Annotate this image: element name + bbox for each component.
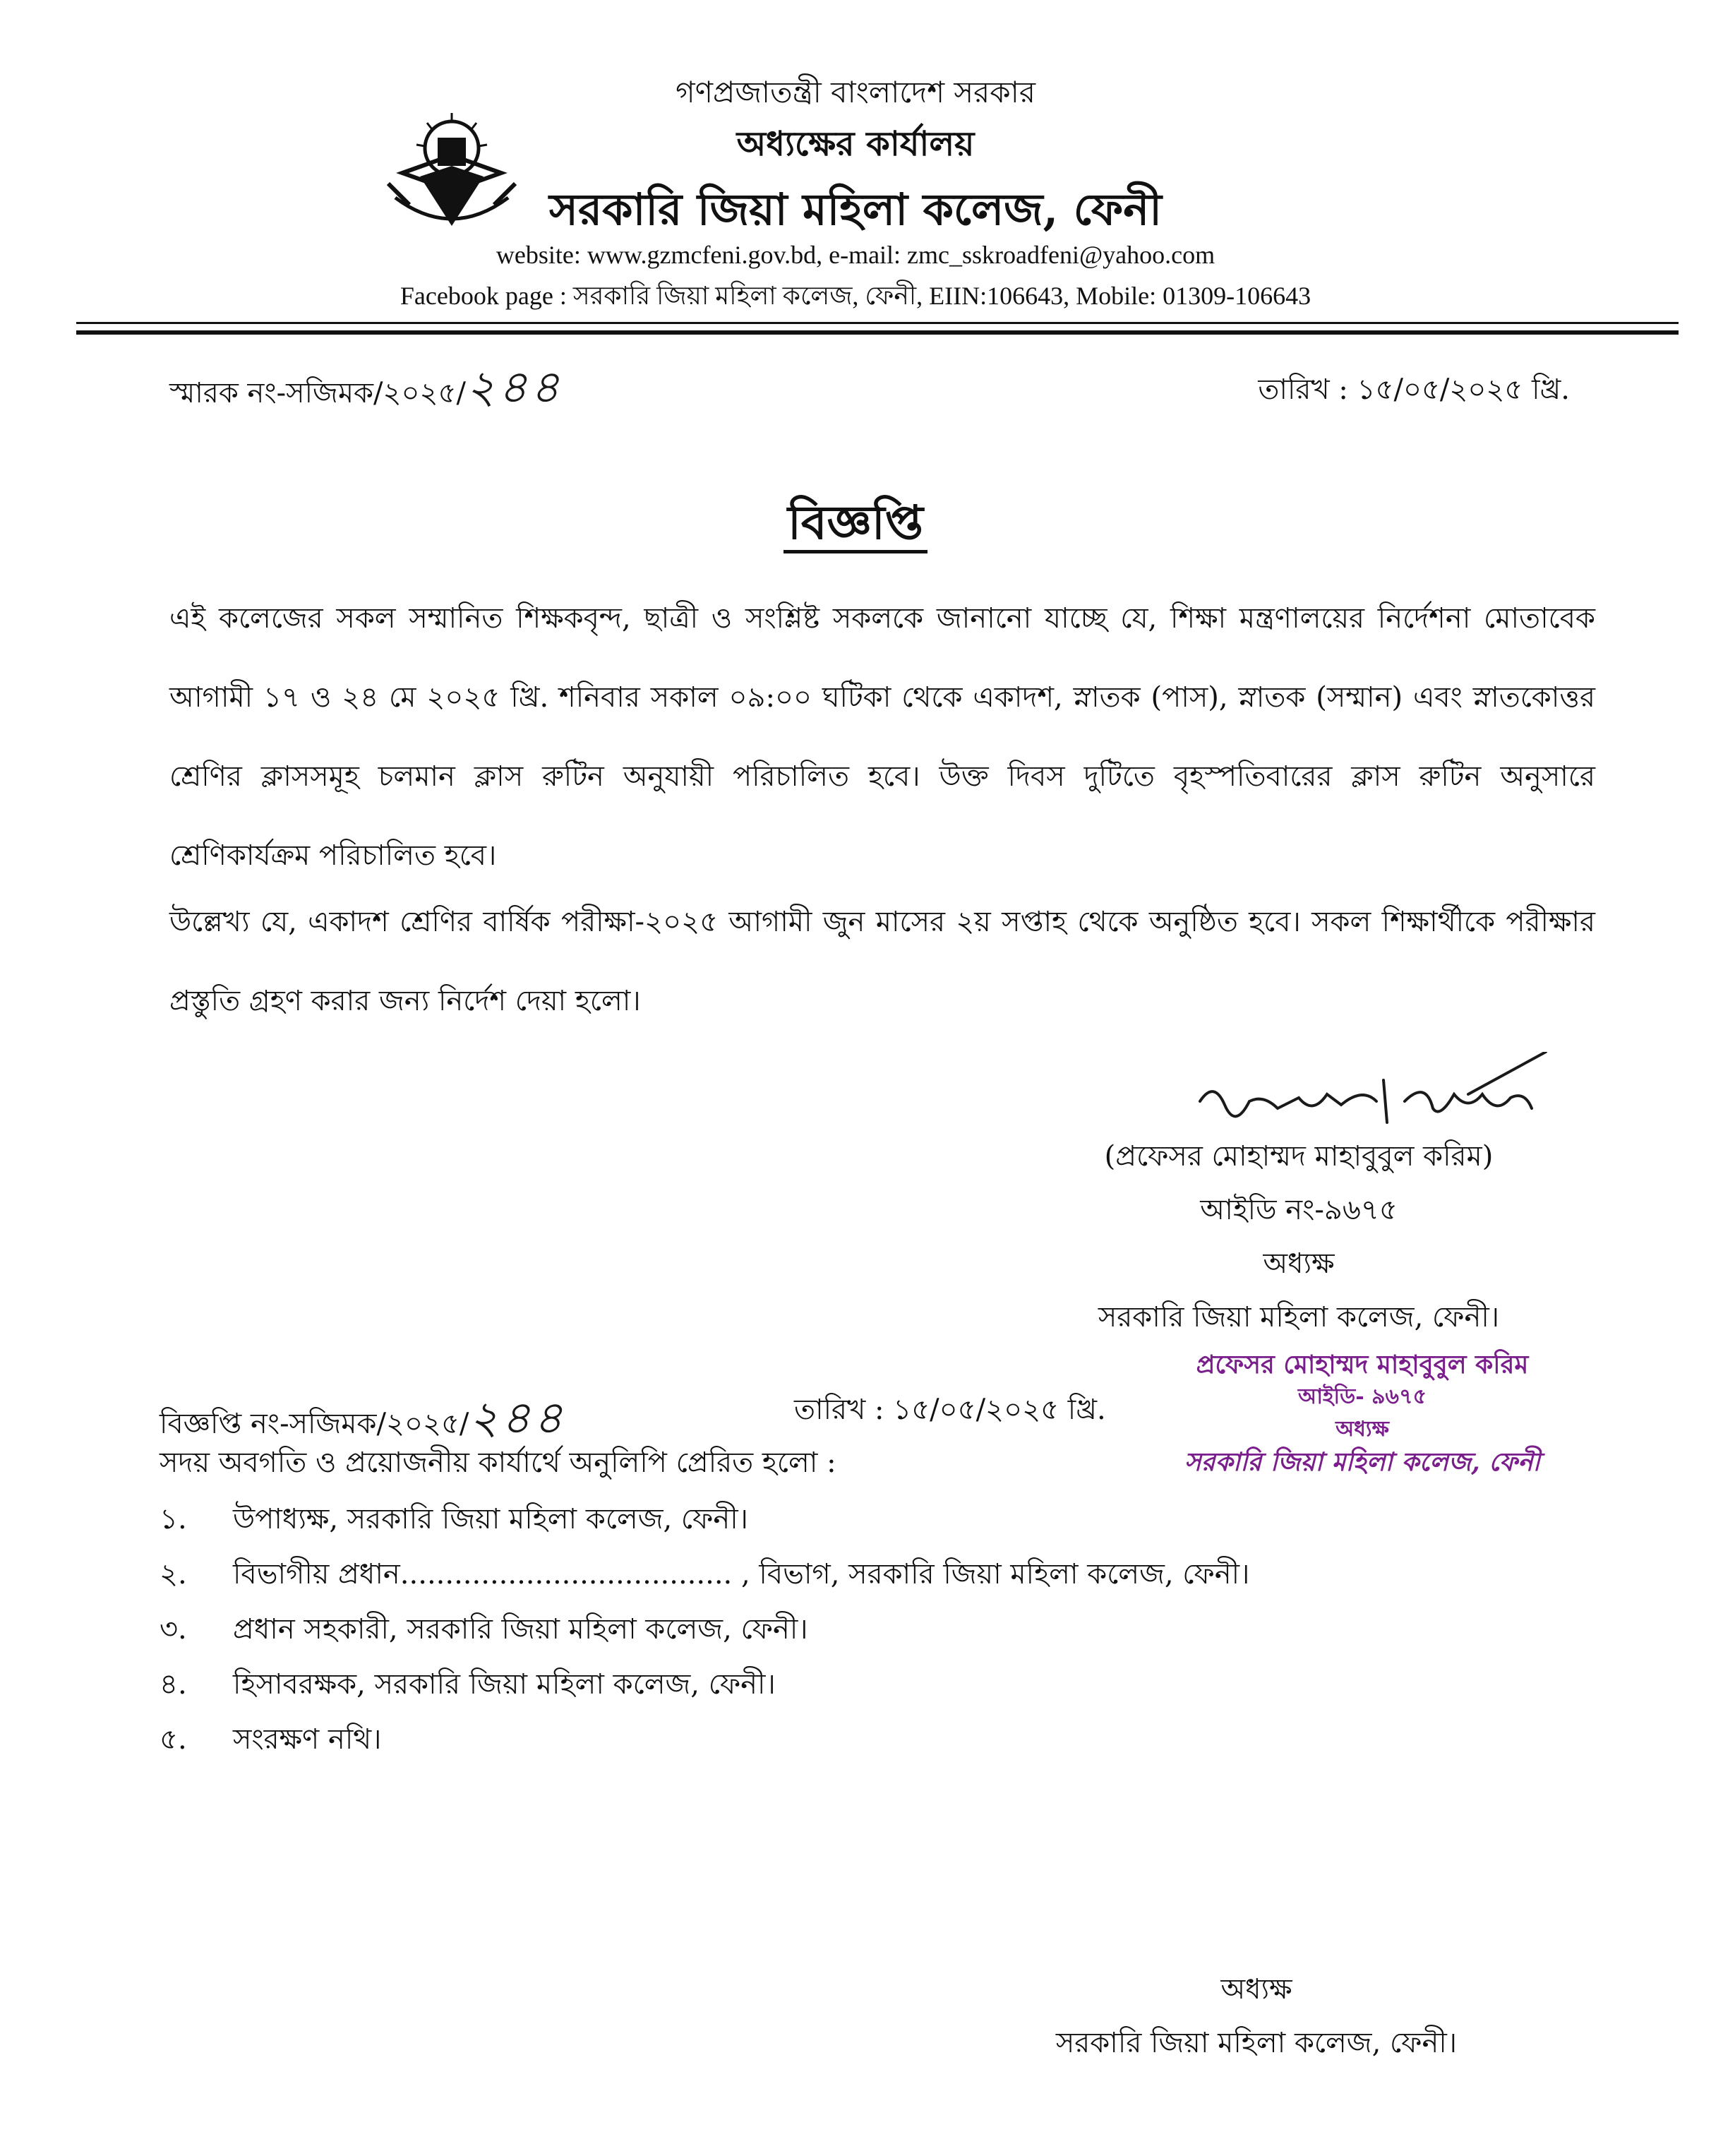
- copy-intro: সদয় অবগতি ও প্রয়োজনীয় কার্যার্থে অনুলিপি প্রেরিত হলো :: [160, 1447, 836, 1479]
- copy-number: ৫.: [160, 1723, 187, 1756]
- notice-handwritten-number: ২৪৪: [469, 1392, 566, 1444]
- copy-number: ১.: [160, 1503, 187, 1535]
- signatory-institution: সরকারি জিয়া মহিলা কলেজ, ফেনী।: [1098, 1301, 1500, 1334]
- copy-recipient: হিসাবরক্ষক, সরকারি জিয়া মহিলা কলেজ, ফেনী।: [233, 1668, 776, 1701]
- memo-handwritten-number: ২৪৪: [465, 361, 563, 414]
- header-divider-top: [76, 322, 1679, 324]
- office-name: অধ্যক্ষের কার্যালয়: [736, 124, 975, 164]
- copy-number: ৪.: [160, 1668, 187, 1701]
- body-paragraph-2: উল্লেখ্য যে, একাদশ শ্রেণির বার্ষিক পরীক্ষা-২০২৫ আগামী জুন মাসের ২য় সপ্তাহ থেকে অনুষ্ঠিত হবে। সকল শিক্ষার্থীকে পরীক্ষার প্রস্তুতি গ্রহণ করার জন্য নির্দেশ দেয়া হলো।: [169, 906, 1595, 1017]
- notice-prefix: বিজ্ঞপ্তি নং-সজিমক/২০২৫/: [160, 1408, 469, 1440]
- stamp-institution: সরকারি জিয়া মহিলা কলেজ, ফেনী: [1184, 1447, 1540, 1477]
- stamp-name: প্রফেসর মোহাম্মদ মাহাবুবুল করিম: [1196, 1350, 1529, 1379]
- memo-date: তারিখ : ১৫/০৫/২০২৫ খ্রি.: [1258, 373, 1570, 406]
- government-name: গণপ্রজাতন্ত্রী বাংলাদেশ সরকার: [676, 75, 1035, 109]
- copy-number: ২.: [160, 1558, 187, 1591]
- memo-number: [169, 353, 563, 429]
- copy-recipient: সংরক্ষণ নথি।: [233, 1723, 382, 1756]
- facebook-line: Facebook page : সরকারি জিয়া মহিলা কলেজ, ফেনী, EIIN:106643, Mobile: 01309-106643: [400, 282, 1311, 310]
- contact-line: website: www.gzmcfeni.gov.bd, e-mail: zmc_sskroadfeni@yahoo.com: [496, 241, 1215, 269]
- body-paragraph-1: এই কলেজের সকল সম্মানিত শিক্ষকবৃন্দ, ছাত্রী ও সংশ্লিষ্ট সকলকে জানানো যাচ্ছে যে, শিক্ষা মন্ত্রণালয়ের নির্দেশনা মোতাবেক আগামী ১৭ ও ২৪ মে ২০২৫ খ্রি. শনিবার সকাল ০৯:০০ ঘটিকা থেকে একাদশ, স্নাতক (পাস), স্নাতক (সম্মান) এবং স্নাতকোত্তর শ্রেণির ক্লাসসমূহ চলমান ক্লাস রুটিন অনুযায়ী পরিচালিত হবে। উক্ত দিবস দুটিতে বৃহস্পতিবারের ক্লাস রুটিন অনুসারে শ্রেণিকার্যক্রম পরিচালিত হবে।: [169, 602, 1595, 872]
- stamp-designation: অধ্যক্ষ: [1335, 1417, 1389, 1442]
- header-divider-bottom: [76, 330, 1679, 335]
- signatory-block: [1045, 1130, 1553, 1344]
- signatory-id: আইডি নং-৯৬৭৫: [1200, 1194, 1398, 1226]
- memo-prefix: স্মারক নং-সজিমক/২০২৫/: [169, 377, 466, 409]
- notice-date: তারিখ : ১৫/০৫/২০২৫ খ্রি.: [794, 1394, 1106, 1426]
- signatory-designation: অধ্যক্ষ: [1263, 1247, 1335, 1280]
- notice-title: [0, 487, 1711, 565]
- copy-recipient: উপাধ্যক্ষ, সরকারি জিয়া মহিলা কলেজ, ফেনী।: [233, 1503, 748, 1535]
- stamp-id: আইডি- ৯৬৭৫: [1297, 1384, 1427, 1409]
- footer-signatory: [1016, 1963, 1496, 2070]
- copy-number: ৩.: [160, 1613, 187, 1646]
- footer-designation: অধ্যক্ষ: [1220, 1973, 1292, 2006]
- copy-recipient: প্রধান সহকারী, সরকারি জিয়া মহিলা কলেজ, ফেনী।: [233, 1613, 808, 1646]
- official-stamp: [1129, 1348, 1595, 1478]
- signatory-name: (প্রফেসর মোহাম্মদ মাহাবুবুল করিম): [1104, 1140, 1494, 1173]
- notice-title-text: বিজ্ঞপ্তি: [784, 495, 927, 553]
- footer-institution: সরকারি জিয়া মহিলা কলেজ, ফেনী।: [1055, 2027, 1458, 2059]
- college-name: সরকারি জিয়া মহিলা কলেজ, ফেনী: [549, 184, 1162, 235]
- copy-recipient: বিভাগীয় প্রধান..................................... , বিভাগ, সরকারি জিয়া মহিলা কলেজ, ফেনী।: [233, 1558, 1250, 1591]
